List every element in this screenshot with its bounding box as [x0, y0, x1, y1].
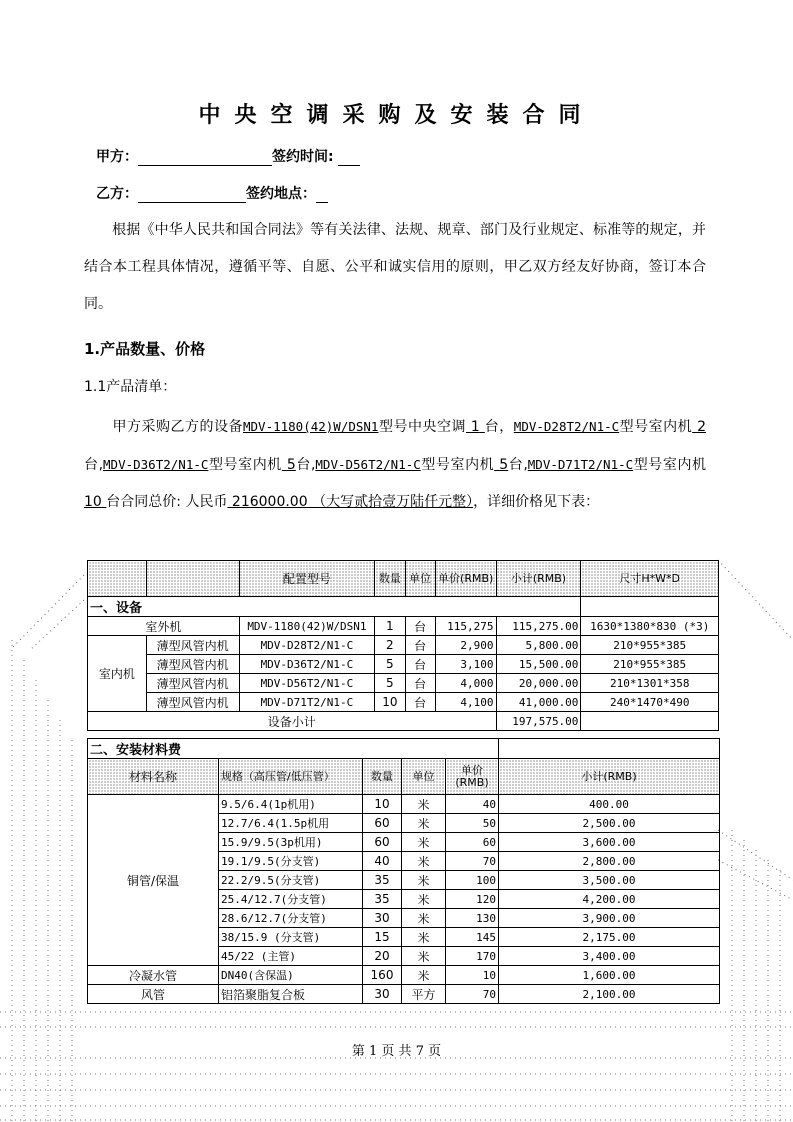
condensate-spec: DN40(含保温)	[219, 966, 363, 985]
copper-unit: 米	[402, 909, 446, 928]
section-row	[88, 597, 719, 617]
contract-title: 中央空调采购及安装合同	[198, 102, 595, 128]
purchase-text: 型号室内机	[420, 457, 495, 473]
equipment-table	[87, 560, 719, 731]
outdoor-name: 室外机	[88, 617, 240, 636]
outdoor-model: MDV-1180(42)W/DSN1	[239, 617, 375, 636]
copper-qty: 30	[363, 909, 402, 928]
header-subtotal: 小计(RMB)	[496, 561, 581, 597]
intro-text: 根据《中华人民共和国合同法》等有关法律、法规、规章、部门及行业规定、标准等的规定，并结合本工程具体情况，遵循平等、自愿、公平和诚实信用的原则，甲乙双方经友好协商，签订本合同。	[84, 222, 706, 312]
copper-qty: 40	[363, 852, 402, 871]
sign-place-blank[interactable]	[316, 186, 328, 203]
copper-unit: 米	[402, 852, 446, 871]
purchase-text: 台,	[295, 457, 316, 473]
outdoor-qty: 1	[375, 617, 405, 636]
indoor-label: 室内机	[88, 636, 147, 712]
sign-place-label: 签约地点：	[246, 186, 316, 202]
purchase-text: 甲方采购乙方的设备	[112, 419, 243, 435]
indoor-qty: 2	[375, 636, 405, 655]
copper-subtotal: 3,400.00	[499, 947, 720, 966]
indoor-unit: 台	[405, 693, 435, 712]
indoor-subtotal: 20,000.00	[496, 674, 581, 693]
indoor-subtotal: 5,800.00	[496, 636, 581, 655]
copper-price: 40	[446, 795, 499, 814]
copper-label: 铜管/保温	[88, 795, 219, 966]
header-spec: 规格（高压管/低压管）	[219, 759, 363, 795]
table-row	[88, 985, 720, 1004]
copper-spec: 12.7/6.4(1.5p机用	[219, 814, 363, 833]
qty-indoor-71: 10	[84, 494, 102, 510]
copper-price: 120	[446, 890, 499, 909]
condensate-subtotal: 1,600.00	[499, 966, 720, 985]
indoor-price: 4,100	[435, 693, 496, 712]
section-equipment: 一、设备	[88, 597, 581, 617]
copper-qty: 60	[363, 833, 402, 852]
header-material-name: 材料名称	[88, 759, 219, 795]
copper-unit: 米	[402, 928, 446, 947]
header-unit: 单位	[405, 561, 435, 597]
copper-unit: 米	[402, 890, 446, 909]
purchase-text: 型号室内机	[208, 457, 282, 473]
purchase-text: 台,	[508, 457, 528, 473]
section-row	[88, 739, 720, 759]
copper-subtotal: 2,800.00	[499, 852, 720, 871]
table-header-row	[88, 759, 720, 795]
indoor-size: 240*1470*490	[581, 693, 719, 712]
table-row	[88, 617, 719, 636]
indoor-price: 4,000	[435, 674, 496, 693]
equipment-subtotal-value: 197,575.00	[496, 712, 581, 731]
copper-subtotal: 3,600.00	[499, 833, 720, 852]
copper-subtotal: 2,175.00	[499, 928, 720, 947]
model-indoor-56: MDV-D56T2/N1-C	[315, 457, 421, 472]
table-header-row	[88, 561, 719, 597]
duct-subtotal: 2,100.00	[499, 985, 720, 1004]
purchase-text: 台合同总价: 人民币	[106, 494, 228, 510]
duct-spec: 铝箔聚脂复合板	[219, 985, 363, 1004]
contract-total: 216000.00 （大写贰拾壹万陆仟元整）	[231, 494, 474, 510]
indoor-subtotal: 15,500.00	[496, 655, 581, 674]
copper-spec: 45/22 (主管)	[219, 947, 363, 966]
empty-cell	[499, 739, 720, 759]
outdoor-size: 1630*1380*830 (*3)	[581, 617, 719, 636]
copper-price: 130	[446, 909, 499, 928]
copper-subtotal: 4,200.00	[499, 890, 720, 909]
indoor-unit: 台	[405, 636, 435, 655]
indoor-size: 210*1301*358	[581, 674, 719, 693]
copper-price: 50	[446, 814, 499, 833]
empty-cell	[581, 597, 719, 617]
purchase-text: 型号室内机	[633, 457, 707, 473]
table-row	[88, 674, 719, 693]
empty-cell	[581, 712, 719, 731]
copper-unit: 米	[402, 833, 446, 852]
model-indoor-28: MDV-D28T2/N1-C	[513, 419, 620, 434]
copper-spec: 15.9/9.5(3p机用)	[219, 833, 363, 852]
indoor-model: MDV-D71T2/N1-C	[239, 693, 375, 712]
duct-name: 风管	[88, 985, 219, 1004]
indoor-size: 210*955*385	[581, 636, 719, 655]
copper-qty: 60	[363, 814, 402, 833]
copper-qty: 15	[363, 928, 402, 947]
indoor-subtotal: 41,000.00	[496, 693, 581, 712]
duct-unit: 平方	[402, 985, 446, 1004]
condensate-name: 冷凝水管	[88, 966, 219, 985]
copper-unit: 米	[402, 814, 446, 833]
copper-unit: 米	[402, 871, 446, 890]
indoor-name: 薄型风管内机	[146, 674, 239, 693]
copper-qty: 35	[363, 871, 402, 890]
copper-unit: 米	[402, 795, 446, 814]
subsection-heading: 1.1产品清单：	[84, 379, 177, 395]
indoor-unit: 台	[405, 674, 435, 693]
outdoor-subtotal: 115,275.00	[496, 617, 581, 636]
copper-subtotal: 3,500.00	[499, 871, 720, 890]
condensate-qty: 160	[363, 966, 402, 985]
table-row	[88, 795, 720, 814]
header-price: 单价(RMB)	[435, 561, 496, 597]
copper-price: 170	[446, 947, 499, 966]
copper-spec: 19.1/9.5(分支管)	[219, 852, 363, 871]
indoor-model: MDV-D56T2/N1-C	[239, 674, 375, 693]
duct-price: 70	[446, 985, 499, 1004]
purchase-text: 台，	[484, 419, 514, 435]
sign-time-label: 签约时间:	[272, 149, 334, 165]
indoor-model: MDV-D36T2/N1-C	[239, 655, 375, 674]
party-b-line	[96, 183, 328, 203]
copper-spec: 38/15.9 (分支管)	[219, 928, 363, 947]
copper-qty: 20	[363, 947, 402, 966]
indoor-price: 2,900	[435, 636, 496, 655]
party-a-label: 甲方：	[96, 149, 138, 165]
equipment-subtotal-label: 设备小计	[88, 712, 497, 731]
copper-spec: 28.6/12.7(分支管)	[219, 909, 363, 928]
purchase-text: ，详细价格见下表：	[473, 494, 600, 510]
copper-price: 100	[446, 871, 499, 890]
indoor-model: MDV-D28T2/N1-C	[239, 636, 375, 655]
outdoor-unit: 台	[405, 617, 435, 636]
header-model: 配置型号	[239, 561, 375, 597]
indoor-size: 210*955*385	[581, 655, 719, 674]
qty-indoor-56: 5	[499, 457, 509, 473]
party-a-line	[96, 146, 360, 166]
qty-indoor-28: 2	[697, 419, 707, 435]
section-materials: 二、安装材料费	[88, 739, 499, 759]
qty-outdoor: 1	[470, 419, 480, 435]
indoor-unit: 台	[405, 655, 435, 674]
purchase-text: 型号中央空调	[378, 419, 466, 435]
model-indoor-71: MDV-D71T2/N1-C	[527, 457, 634, 472]
copper-qty: 35	[363, 890, 402, 909]
party-b-label: 乙方：	[96, 186, 138, 202]
table-row	[88, 966, 720, 985]
header-size: 尺寸H*W*D	[581, 561, 719, 597]
copper-price: 70	[446, 852, 499, 871]
header-unit: 单位	[402, 759, 446, 795]
copper-unit: 米	[402, 947, 446, 966]
indoor-name: 薄型风管内机	[146, 655, 239, 674]
condensate-price: 10	[446, 966, 499, 985]
header-cell	[88, 561, 147, 597]
header-price: 单价(RMB)	[446, 759, 499, 795]
duct-qty: 30	[363, 985, 402, 1004]
party-b-blank[interactable]	[138, 186, 246, 203]
model-indoor-36: MDV-D36T2/N1-C	[103, 457, 209, 472]
intro-paragraph	[84, 212, 706, 323]
copper-price: 60	[446, 833, 499, 852]
copper-price: 145	[446, 928, 499, 947]
model-outdoor: MDV-1180(42)W/DSN1	[243, 419, 379, 434]
indoor-qty: 5	[375, 655, 405, 674]
indoor-name: 薄型风管内机	[146, 693, 239, 712]
purchase-text: 台,	[84, 457, 104, 473]
header-qty: 数量	[375, 561, 405, 597]
sign-time-blank[interactable]	[338, 149, 360, 166]
header-cell	[146, 561, 239, 597]
copper-subtotal: 400.00	[499, 795, 720, 814]
indoor-name: 薄型风管内机	[146, 636, 239, 655]
copper-qty: 10	[363, 795, 402, 814]
indoor-qty: 10	[375, 693, 405, 712]
copper-spec: 25.4/12.7(分支管)	[219, 890, 363, 909]
copper-subtotal: 3,900.00	[499, 909, 720, 928]
qty-indoor-36: 5	[286, 457, 296, 473]
materials-table	[87, 738, 720, 1004]
copper-spec: 22.2/9.5(分支管)	[219, 871, 363, 890]
page-footer: 第 1 页 共 7 页	[351, 1044, 442, 1059]
party-a-blank[interactable]	[138, 149, 272, 166]
outdoor-price: 115,275	[435, 617, 496, 636]
indoor-qty: 5	[375, 674, 405, 693]
copper-subtotal: 2,500.00	[499, 814, 720, 833]
condensate-unit: 米	[402, 966, 446, 985]
table-row	[88, 693, 719, 712]
table-row	[88, 655, 719, 674]
subtotal-row	[88, 712, 719, 731]
header-qty: 数量	[363, 759, 402, 795]
table-row	[88, 636, 719, 655]
indoor-price: 3,100	[435, 655, 496, 674]
header-subtotal: 小计(RMB)	[499, 759, 720, 795]
purchase-text: 型号室内机	[619, 419, 693, 435]
section-heading: 1.产品数量、价格	[84, 340, 206, 358]
copper-spec: 9.5/6.4(1p机用)	[219, 795, 363, 814]
purchase-paragraph	[84, 408, 706, 521]
